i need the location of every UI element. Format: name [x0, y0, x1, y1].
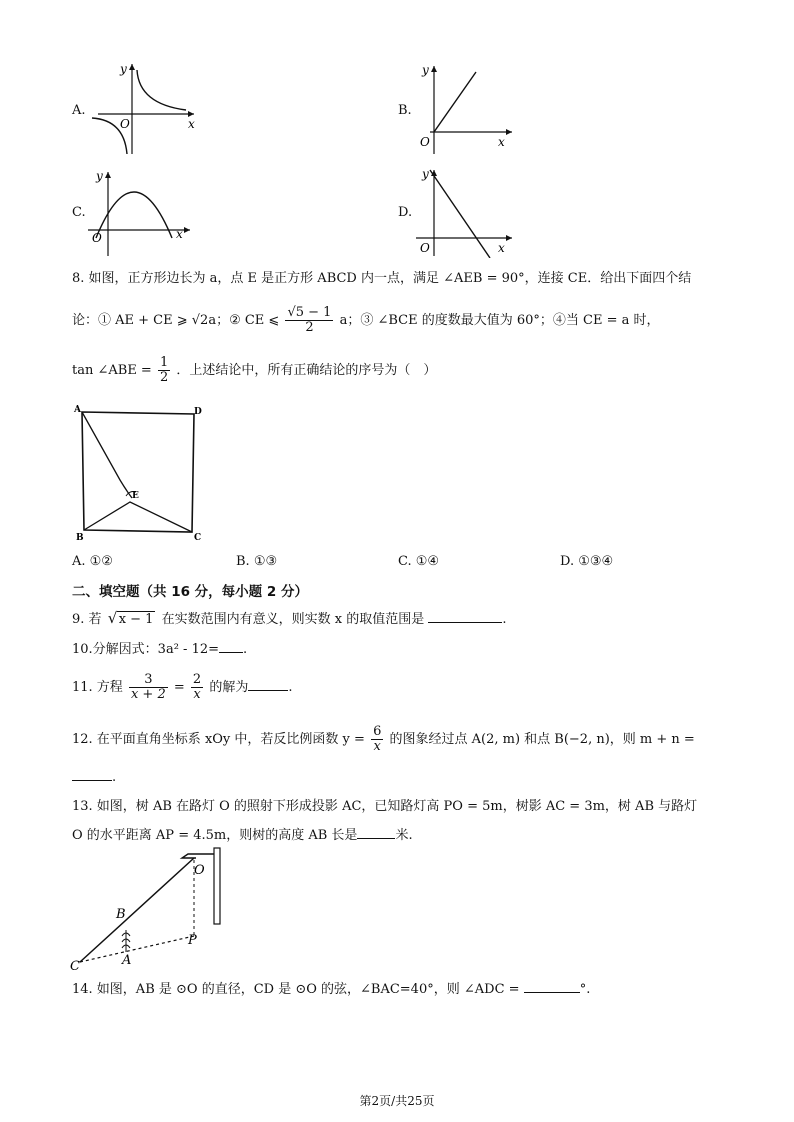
- q12-suffix: 的图象经过点 A(2, m) 和点 B(−2, n)，则 m + n =: [389, 732, 695, 747]
- q8-line3-prefix: tan ∠ABE =: [72, 363, 152, 378]
- q8-line2-prefix: 论：① AE + CE ⩾ √2a；② CE ⩽: [72, 313, 280, 328]
- graph-d-y: y: [422, 167, 429, 181]
- option-d-label: D.: [398, 205, 413, 220]
- q9-prefix: 9. 若: [72, 612, 102, 627]
- q11-eq: =: [173, 680, 185, 695]
- graph-c: [86, 166, 202, 258]
- q8-fig-d: D: [194, 407, 202, 417]
- q11-frac1: [129, 673, 168, 702]
- q8-fig-e: E: [132, 491, 139, 501]
- q8-choice-a: A. ①②: [72, 554, 113, 569]
- q8-fraction-den: 2: [305, 320, 314, 335]
- graph-c-x: x: [176, 227, 183, 241]
- graph-a: [86, 58, 202, 158]
- q8-line2-suffix: a；③ ∠BCE 的度数最大值为 60°；④当 CE = a 时，: [339, 313, 660, 328]
- q11-frac1-den: x + 2: [130, 687, 166, 702]
- q8-line1: 8. 如图，正方形边长为 a，点 E 是正方形 ABCD 内一点，满足 ∠AEB = 90°，连接 CE．给出下面四个结: [72, 271, 692, 286]
- q8-fraction: [285, 306, 333, 335]
- q14-answer-blank[interactable]: [524, 980, 580, 993]
- option-d: [398, 166, 528, 258]
- q8-tan-fraction: [158, 356, 170, 385]
- q10-answer-blank[interactable]: [219, 640, 243, 653]
- q8-line3-suffix: ．上述结论中，所有正确结论的序号为（ ）: [176, 363, 437, 378]
- section-title: 二、填空题（共 16 分，每小题 2 分）: [72, 584, 308, 600]
- graph-c-y: y: [96, 169, 103, 183]
- q10-text: 10.分解因式：3a² - 12=: [72, 642, 219, 657]
- q12-end: .: [112, 770, 117, 785]
- q8-square-figure: [70, 402, 210, 544]
- q10: [72, 640, 247, 659]
- q12-answer-line: [72, 768, 116, 787]
- q9-end: .: [502, 612, 507, 627]
- option-b-label: B.: [398, 103, 412, 118]
- q11-answer-blank[interactable]: [248, 678, 288, 691]
- graph-b-o: O: [420, 135, 430, 149]
- q9-suffix: 在实数范围内有意义，则实数 x 的取值范围是: [161, 612, 425, 627]
- q13-line2-end: 米.: [395, 828, 413, 843]
- q13-streetlight-figure: [64, 846, 234, 972]
- q14-end: °.: [579, 982, 591, 997]
- q13-line2: [72, 826, 413, 845]
- q8-tan-num: 1: [159, 355, 169, 370]
- q8-fig-b: B: [76, 533, 84, 543]
- q8-line3: [72, 356, 436, 386]
- q11-end: .: [288, 680, 293, 695]
- q11-suffix: 的解为: [209, 680, 249, 695]
- graph-b-x: x: [498, 135, 505, 149]
- q11-frac2-den: x: [193, 687, 201, 702]
- option-c: [72, 166, 202, 258]
- q9-answer-blank[interactable]: [428, 610, 502, 623]
- q12-frac-den: x: [373, 739, 381, 754]
- page-footer: 第2页/共25页: [359, 1094, 435, 1108]
- q9-radical: √ x − 1: [107, 609, 154, 627]
- graph-a-o: O: [120, 117, 130, 131]
- q8-choice-b: B. ①③: [236, 554, 278, 569]
- graph-a-y: y: [120, 62, 127, 76]
- option-a: [72, 58, 202, 158]
- q8-choice-d: D. ①③④: [560, 554, 614, 569]
- q13-fig-p: P: [188, 933, 197, 948]
- q13-line1: 13. 如图，树 AB 在路灯 O 的照射下形成投影 AC，已知路灯高 PO = 5m，树影 AC = 3m，树 AB 与路灯: [72, 799, 698, 814]
- q12: [72, 722, 695, 758]
- graph-a-x: x: [188, 117, 195, 131]
- graph-d-o: O: [420, 241, 430, 255]
- graph-c-o: O: [92, 231, 102, 245]
- q11-frac2-num: 2: [192, 672, 202, 687]
- q10-end: .: [243, 642, 248, 657]
- q11-frac2: [191, 673, 203, 702]
- q13-fig-o: O: [194, 863, 205, 878]
- q8-fig-a: A: [74, 405, 81, 415]
- q12-answer-blank[interactable]: [72, 768, 112, 781]
- graph-b-y: y: [422, 63, 429, 77]
- option-c-label: C.: [72, 205, 86, 220]
- q13-fig-a: A: [122, 953, 132, 968]
- q8-fraction-num: √5 − 1: [287, 305, 332, 320]
- q13-fig-b: B: [116, 907, 126, 922]
- graph-b: [412, 58, 528, 158]
- q14: [72, 980, 590, 999]
- option-a-label: A.: [72, 103, 86, 118]
- q11: [72, 670, 292, 706]
- graph-d: [412, 166, 528, 258]
- q12-frac-num: 6: [373, 724, 382, 739]
- q12-prefix: 12. 在平面直角坐标系 xOy 中，若反比例函数 y =: [72, 732, 365, 747]
- q13-answer-blank[interactable]: [357, 826, 395, 839]
- option-b: [398, 58, 528, 158]
- q13-line2-text: O 的水平距离 AP = 4.5m，则树的高度 AB 长是: [72, 828, 358, 843]
- q9: [72, 610, 506, 629]
- q14-text: 14. 如图，AB 是 ⊙O 的直径，CD 是 ⊙O 的弦，∠BAC=40°，则 ∠ADC =: [72, 982, 520, 997]
- q8-choice-c: C. ①④: [398, 554, 440, 569]
- q12-frac: [371, 725, 383, 754]
- q8-fig-c: C: [194, 533, 202, 543]
- q8-line2: [72, 306, 660, 336]
- graph-d-x: x: [498, 241, 505, 255]
- q13-fig-c: C: [70, 959, 80, 972]
- q8-tan-den: 2: [159, 370, 169, 385]
- q11-frac1-num: 3: [129, 673, 168, 688]
- q11-prefix: 11. 方程: [72, 680, 123, 695]
- q9-radicand: x − 1: [118, 612, 154, 627]
